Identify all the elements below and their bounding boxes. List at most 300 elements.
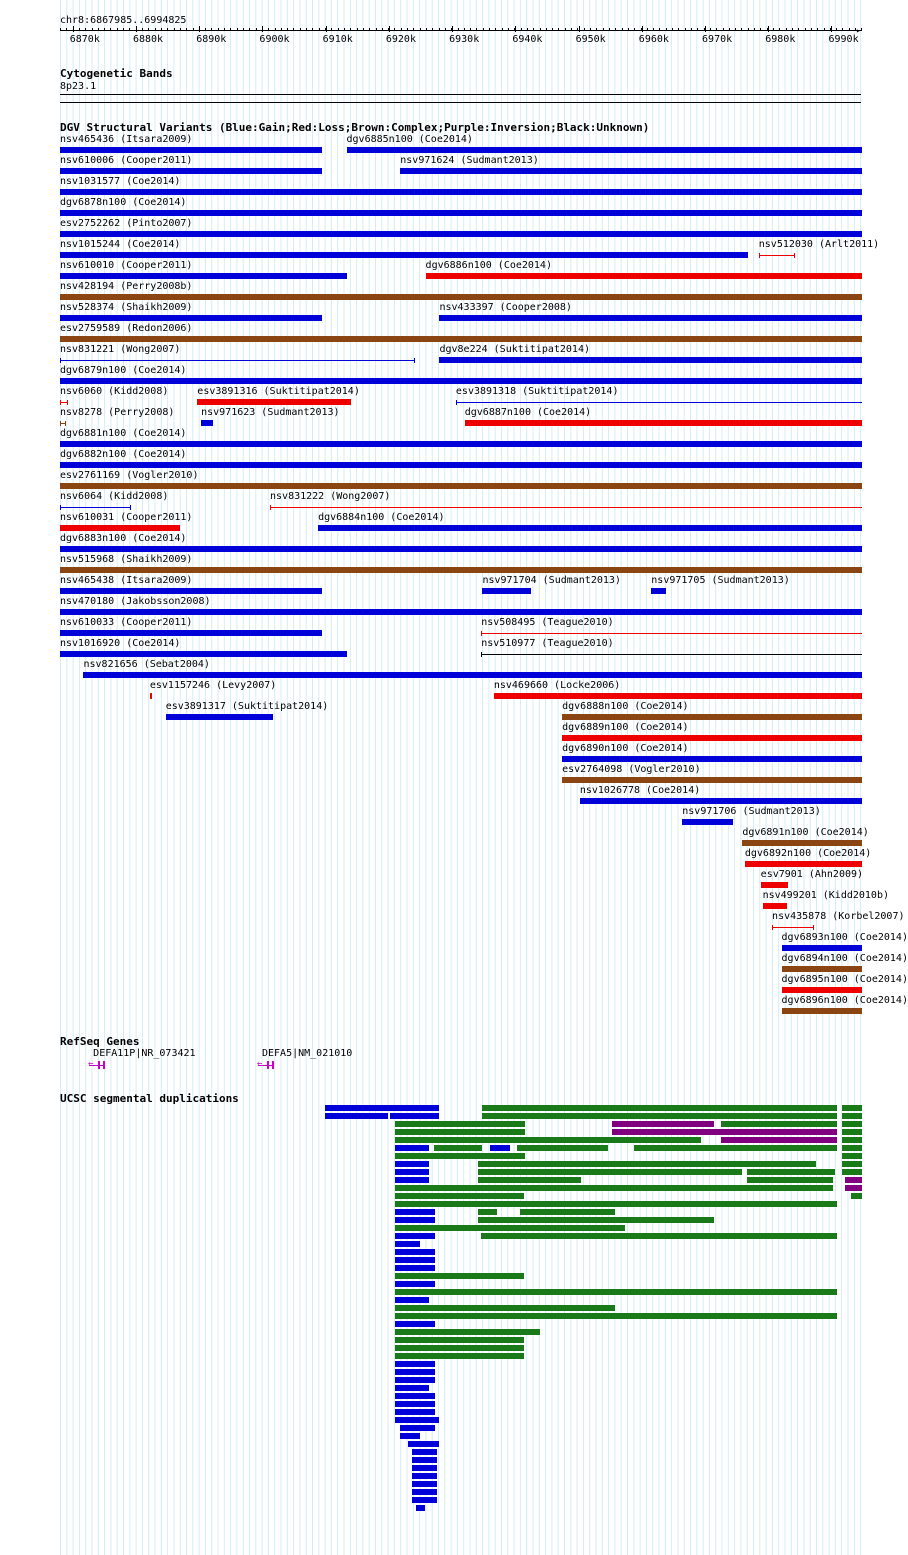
dgv-feature-start-cap <box>456 400 457 405</box>
gene-strand-arrow-icon: ← <box>88 1059 94 1069</box>
segdup-feature-bar <box>395 1353 525 1359</box>
dgv-feature-label: esv1157246 (Levy2007) <box>149 680 277 691</box>
dgv-feature-bar <box>60 168 322 174</box>
dgv-feature-bar <box>60 462 862 468</box>
dgv-feature-label: esv2764098 (Vogler2010) <box>562 764 701 775</box>
dgv-feature-label: dgv6895n100 (Coe2014) <box>781 974 908 985</box>
segdup-feature-bar <box>395 1385 430 1391</box>
dgv-feature-label: nsv508495 (Teague2010) <box>481 617 614 628</box>
dgv-feature-bar <box>482 588 530 594</box>
ruler-minor-tick <box>432 28 433 31</box>
ruler-minor-tick <box>369 28 370 31</box>
segdup-feature-bar <box>395 1289 838 1295</box>
dgv-feature-end-cap <box>67 400 68 405</box>
segdup-feature-bar <box>395 1241 421 1247</box>
segdup-feature-bar <box>842 1105 862 1111</box>
ruler-major-tick <box>73 26 74 32</box>
dgv-feature-bar <box>782 1008 862 1014</box>
dgv-feature-bar <box>682 819 733 825</box>
dgv-feature-label: nsv831221 (Wong2007) <box>60 344 181 355</box>
ruler-major-tick <box>199 26 200 32</box>
segdup-feature-bar <box>478 1217 714 1223</box>
dgv-feature-label: dgv6886n100 (Coe2014) <box>425 260 552 271</box>
ruler-minor-tick <box>792 28 793 31</box>
dgv-feature-label: dgv6891n100 (Coe2014) <box>742 827 869 838</box>
ruler-minor-tick <box>401 28 402 31</box>
segdup-feature-bar <box>395 1265 435 1271</box>
ruler-minor-tick <box>546 28 547 31</box>
dgv-feature-start-cap <box>60 505 61 510</box>
segdup-feature-bar <box>517 1145 608 1151</box>
dgv-feature-bar <box>60 588 322 594</box>
ruler-minor-tick <box>697 28 698 31</box>
segdup-feature-bar <box>490 1145 510 1151</box>
segdup-feature-bar <box>842 1153 862 1159</box>
dgv-feature-start-cap <box>759 253 760 258</box>
ruler-major-tick <box>768 26 769 32</box>
ruler-minor-tick <box>521 28 522 31</box>
ruler-minor-tick <box>552 28 553 31</box>
segdup-feature-bar <box>395 1193 525 1199</box>
dgv-feature-label: nsv6060 (Kidd2008) <box>60 386 169 397</box>
dgv-feature-bar <box>60 147 322 153</box>
ruler-minor-tick <box>110 28 111 31</box>
dgv-feature-bar <box>60 336 862 342</box>
dgv-feature-bar <box>580 798 862 804</box>
dgv-feature-label: dgv6878n100 (Coe2014) <box>60 197 187 208</box>
ruler-minor-tick <box>741 28 742 31</box>
segdup-feature-bar <box>842 1145 862 1151</box>
ruler-minor-tick <box>811 28 812 31</box>
segdup-feature-bar <box>395 1137 702 1143</box>
ruler-minor-tick <box>79 28 80 31</box>
dgv-feature-label: nsv610010 (Cooper2011) <box>60 260 193 271</box>
ruler-minor-tick <box>861 28 862 31</box>
dgv-feature-line <box>772 927 814 928</box>
dgv-feature-start-cap <box>60 400 61 405</box>
ruler-minor-tick <box>186 28 187 31</box>
ruler-minor-tick <box>748 28 749 31</box>
dgv-feature-bar <box>60 525 180 531</box>
segdup-feature-bar <box>412 1449 437 1455</box>
dgv-feature-start-cap <box>270 505 271 510</box>
ruler-minor-tick <box>824 28 825 31</box>
cytoband-border-top <box>60 94 861 95</box>
dgv-feature-end-cap <box>813 925 814 930</box>
ruler-minor-tick <box>805 28 806 31</box>
dgv-feature-label: nsv971623 (Sudmant2013) <box>201 407 340 418</box>
dgv-feature-bar <box>761 882 789 888</box>
ruler-minor-tick <box>338 28 339 31</box>
segdup-feature-bar <box>400 1433 420 1439</box>
dgv-feature-bar <box>60 315 322 321</box>
ruler-minor-tick <box>628 28 629 31</box>
dgv-feature-line <box>759 255 795 256</box>
ruler-minor-tick <box>735 28 736 31</box>
segdup-feature-bar <box>395 1313 838 1319</box>
gene-label: DEFA11P|NR_073421 <box>93 1048 196 1059</box>
dgv-feature-bar <box>562 756 862 762</box>
segdup-feature-bar <box>395 1345 525 1351</box>
segdup-feature-bar <box>395 1129 526 1135</box>
ruler-minor-tick <box>211 28 212 31</box>
dgv-feature-bar <box>400 168 862 174</box>
ruler-minor-tick <box>527 28 528 31</box>
dgv-feature-bar <box>60 609 862 615</box>
ruler-tick-label: 6920k <box>385 34 416 45</box>
ruler-minor-tick <box>849 28 850 31</box>
dgv-track-title: DGV Structural Variants (Blue:Gain;Red:Loss;Brown:Complex;Purple:Inversion;Black:Unknown) <box>60 121 650 134</box>
segdup-feature-bar <box>747 1169 836 1175</box>
dgv-feature-label: esv2752262 (Pinto2007) <box>60 218 193 229</box>
ruler-minor-tick <box>464 28 465 31</box>
ruler-minor-tick <box>275 28 276 31</box>
dgv-feature-label: nsv470180 (Jakobsson2008) <box>60 596 211 607</box>
ruler-minor-tick <box>98 28 99 31</box>
segdup-feature-bar <box>395 1369 435 1375</box>
ruler-minor-tick <box>495 28 496 31</box>
ruler-minor-tick <box>691 28 692 31</box>
ruler-minor-tick <box>558 28 559 31</box>
segdup-feature-bar <box>395 1401 435 1407</box>
ruler-minor-tick <box>174 28 175 31</box>
dgv-feature-bar <box>60 189 862 195</box>
dgv-feature-label: nsv435878 (Korbel2007) <box>772 911 905 922</box>
segdup-feature-bar <box>408 1441 439 1447</box>
dgv-feature-bar <box>60 252 748 258</box>
segdup-feature-bar <box>845 1177 862 1183</box>
dgv-feature-label: dgv6896n100 (Coe2014) <box>781 995 908 1006</box>
ruler-minor-tick <box>779 28 780 31</box>
ruler-tick-label: 6880k <box>132 34 164 45</box>
dgv-feature-start-cap <box>481 652 482 657</box>
ruler-major-tick <box>515 26 516 32</box>
ruler-minor-tick <box>281 28 282 31</box>
segdup-feature-bar <box>395 1361 435 1367</box>
segdup-feature-bar <box>395 1185 834 1191</box>
dgv-feature-bar <box>60 651 347 657</box>
dgv-feature-label: nsv8278 (Perry2008) <box>60 407 175 418</box>
dgv-feature-label: nsv469660 (Locke2006) <box>493 680 621 691</box>
ruler-minor-tick <box>615 28 616 31</box>
dgv-feature-line <box>270 507 862 508</box>
ruler-minor-tick <box>376 28 377 31</box>
segdup-feature-bar <box>434 1145 482 1151</box>
ruler-minor-tick <box>357 28 358 31</box>
ruler-minor-tick <box>407 28 408 31</box>
ruler-minor-tick <box>167 28 168 31</box>
segdup-feature-bar <box>395 1153 526 1159</box>
ruler-minor-tick <box>293 28 294 31</box>
dgv-feature-bar <box>60 273 347 279</box>
ruler-minor-tick <box>312 28 313 31</box>
ruler-major-tick <box>452 26 453 32</box>
ruler-minor-tick <box>413 28 414 31</box>
dgv-feature-bar <box>60 567 862 573</box>
segdup-feature-bar <box>842 1129 862 1135</box>
dgv-feature-label: nsv831222 (Wong2007) <box>270 491 391 502</box>
ruler-minor-tick <box>142 28 143 31</box>
dgv-feature-bar <box>60 546 862 552</box>
ruler-tick-label: 6930k <box>449 34 480 45</box>
dgv-feature-bar <box>465 420 862 426</box>
dgv-feature-label: nsv6064 (Kidd2008) <box>60 491 169 502</box>
ruler-minor-tick <box>256 28 257 31</box>
dgv-feature-label: dgv6892n100 (Coe2014) <box>744 848 872 859</box>
ruler-minor-tick <box>609 28 610 31</box>
dgv-feature-start-cap <box>60 421 61 426</box>
ruler-minor-tick <box>508 28 509 31</box>
ruler-minor-tick <box>60 28 61 31</box>
ruler-minor-tick <box>817 28 818 31</box>
dgv-feature-label: nsv971705 (Sudmant2013) <box>651 575 790 586</box>
dgv-feature-label: dgv6887n100 (Coe2014) <box>464 407 592 418</box>
ruler-tick-label: 6990k <box>828 34 859 45</box>
dgv-feature-label: nsv515968 (Shaikh2009) <box>60 554 193 565</box>
segdup-feature-bar <box>395 1417 440 1423</box>
dgv-feature-end-cap <box>65 421 66 426</box>
segdup-feature-bar <box>395 1321 435 1327</box>
segdup-feature-bar <box>412 1473 437 1479</box>
ruler-minor-tick <box>268 28 269 31</box>
cytoband-label: 8p23.1 <box>60 81 97 92</box>
segdup-feature-bar <box>395 1233 435 1239</box>
cytoband-track-title: Cytogenetic Bands <box>60 67 173 80</box>
ruler-tick-label: 6870k <box>69 34 100 45</box>
dgv-feature-label: dgv6881n100 (Coe2014) <box>60 428 187 439</box>
dgv-feature-bar <box>318 525 862 531</box>
ruler-minor-tick <box>306 28 307 31</box>
ruler-tick-label: 6900k <box>259 34 290 45</box>
ruler-minor-tick <box>205 28 206 31</box>
segdup-feature-bar <box>390 1113 439 1119</box>
ruler-minor-tick <box>439 28 440 31</box>
segdup-feature-bar <box>747 1177 834 1183</box>
ruler-minor-tick <box>180 28 181 31</box>
dgv-feature-bar <box>60 441 862 447</box>
ruler-minor-tick <box>678 28 679 31</box>
ruler-minor-tick <box>350 28 351 31</box>
segdup-feature-bar <box>400 1425 435 1431</box>
ruler-minor-tick <box>533 28 534 31</box>
segdup-feature-bar <box>478 1169 742 1175</box>
ruler-minor-tick <box>685 28 686 31</box>
ruler-minor-tick <box>647 28 648 31</box>
ruler-minor-tick <box>287 28 288 31</box>
ruler-minor-tick <box>148 28 149 31</box>
dgv-feature-bar <box>782 966 862 972</box>
dgv-feature-bar <box>201 420 213 426</box>
ruler-minor-tick <box>117 28 118 31</box>
ruler-minor-tick <box>243 28 244 31</box>
dgv-feature-label: nsv465436 (Itsara2009) <box>60 134 193 145</box>
segdup-feature-bar <box>612 1129 837 1135</box>
dgv-feature-bar <box>742 840 862 846</box>
segdup-feature-bar <box>412 1481 437 1487</box>
ruler-minor-tick <box>716 28 717 31</box>
dgv-feature-label: nsv610033 (Cooper2011) <box>60 617 193 628</box>
dgv-feature-bar <box>347 147 862 153</box>
dgv-feature-label: nsv610031 (Cooper2011) <box>60 512 193 523</box>
dgv-feature-label: esv2759589 (Redon2006) <box>60 323 193 334</box>
dgv-feature-bar <box>562 735 862 741</box>
ruler-minor-tick <box>659 28 660 31</box>
ruler-minor-tick <box>230 28 231 31</box>
segdup-feature-bar <box>842 1161 862 1167</box>
segdup-feature-bar <box>416 1505 425 1511</box>
segdup-feature-bar <box>412 1465 437 1471</box>
dgv-feature-label: nsv465438 (Itsara2009) <box>60 575 193 586</box>
segdup-feature-bar <box>325 1113 388 1119</box>
dgv-feature-bar <box>494 693 862 699</box>
gene-strand-arrow-icon: ← <box>257 1059 263 1069</box>
dgv-feature-bar <box>782 987 862 993</box>
dgv-feature-end-cap <box>414 358 415 363</box>
ruler-minor-tick <box>571 28 572 31</box>
dgv-feature-bar <box>651 588 666 594</box>
dgv-feature-bar <box>150 693 153 699</box>
segdup-feature-bar <box>412 1457 437 1463</box>
dgv-feature-label: nsv433397 (Cooper2008) <box>439 302 572 313</box>
dgv-feature-label: nsv971704 (Sudmant2013) <box>482 575 621 586</box>
ruler-minor-tick <box>300 28 301 31</box>
dgv-feature-bar <box>562 714 862 720</box>
dgv-feature-bar <box>197 399 351 405</box>
ruler-minor-tick <box>382 28 383 31</box>
ruler-minor-tick <box>603 28 604 31</box>
ruler-minor-tick <box>193 28 194 31</box>
dgv-feature-label: dgv6890n100 (Coe2014) <box>562 743 689 754</box>
dgv-feature-label: nsv1026778 (Coe2014) <box>579 785 701 796</box>
dgv-feature-label: dgv6883n100 (Coe2014) <box>60 533 187 544</box>
dgv-feature-start-cap <box>481 631 482 636</box>
dgv-feature-label: dgv8e224 (Suktitipat2014) <box>439 344 590 355</box>
segdup-feature-bar <box>325 1105 439 1111</box>
gene-exon <box>98 1061 100 1069</box>
dgv-feature-label: nsv971706 (Sudmant2013) <box>682 806 821 817</box>
dgv-feature-label: dgv6888n100 (Coe2014) <box>562 701 689 712</box>
ruler-minor-tick <box>729 28 730 31</box>
ruler-minor-tick <box>92 28 93 31</box>
ruler-minor-tick <box>489 28 490 31</box>
ruler-minor-tick <box>344 28 345 31</box>
ruler-major-tick <box>326 26 327 32</box>
ruler-minor-tick <box>754 28 755 31</box>
dgv-feature-label: dgv6884n100 (Coe2014) <box>318 512 445 523</box>
ruler-minor-tick <box>584 28 585 31</box>
dgv-feature-label: dgv6879n100 (Coe2014) <box>60 365 187 376</box>
ruler-major-tick <box>579 26 580 32</box>
dgv-feature-label: nsv1031577 (Coe2014) <box>60 176 181 187</box>
dgv-feature-label: esv3891318 (Suktitipat2014) <box>455 386 619 397</box>
dgv-feature-bar <box>562 777 862 783</box>
dgv-feature-bar <box>426 273 862 279</box>
segdup-feature-bar <box>842 1137 862 1143</box>
dgv-feature-label: nsv499201 (Kidd2010b) <box>762 890 889 901</box>
ruler-minor-tick <box>66 28 67 31</box>
segdup-feature-bar <box>612 1121 714 1127</box>
ruler-arrow: ▸ <box>856 26 861 35</box>
ruler-minor-tick <box>773 28 774 31</box>
ruler-major-tick <box>389 26 390 32</box>
dgv-feature-bar <box>60 231 862 237</box>
segdup-feature-bar <box>395 1201 838 1207</box>
segdup-feature-bar <box>395 1337 525 1343</box>
segdup-feature-bar <box>395 1409 435 1415</box>
ruler-minor-tick <box>224 28 225 31</box>
dgv-feature-line <box>60 507 131 508</box>
ruler-minor-tick <box>723 28 724 31</box>
dgv-feature-bar <box>745 861 862 867</box>
ruler-minor-tick <box>540 28 541 31</box>
segdup-feature-bar <box>482 1105 837 1111</box>
ruler-tick-label: 6980k <box>765 34 796 45</box>
ruler-minor-tick <box>565 28 566 31</box>
ruler-minor-tick <box>458 28 459 31</box>
dgv-feature-line <box>456 402 862 403</box>
segdup-feature-bar <box>412 1489 437 1495</box>
ruler-major-tick <box>705 26 706 32</box>
segdup-feature-bar <box>395 1273 525 1279</box>
segdup-feature-bar <box>395 1305 616 1311</box>
ruler-tick-label: 6950k <box>575 34 606 45</box>
ruler-major-tick <box>642 26 643 32</box>
ruler-minor-tick <box>104 28 105 31</box>
ruler-minor-tick <box>476 28 477 31</box>
dgv-feature-bar <box>763 903 787 909</box>
ruler-minor-tick <box>426 28 427 31</box>
dgv-feature-label: dgv6885n100 (Coe2014) <box>346 134 473 145</box>
segdup-feature-bar <box>395 1249 435 1255</box>
dgv-feature-label: nsv512030 (Arlt2011) <box>758 239 880 250</box>
ruler-minor-tick <box>123 28 124 31</box>
dgv-feature-bar <box>60 378 862 384</box>
segdup-feature-bar <box>395 1121 526 1127</box>
segdup-feature-bar <box>395 1161 430 1167</box>
dgv-feature-line <box>60 360 415 361</box>
dgv-feature-label: dgv6894n100 (Coe2014) <box>781 953 908 964</box>
segdup-feature-bar <box>842 1121 862 1127</box>
ruler-minor-tick <box>85 28 86 31</box>
dgv-feature-label: nsv428194 (Perry2008b) <box>60 281 193 292</box>
ruler-major-tick <box>831 26 832 32</box>
dgv-feature-bar <box>439 357 862 363</box>
dgv-feature-end-cap <box>130 505 131 510</box>
ruler-minor-tick <box>445 28 446 31</box>
ruler-minor-tick <box>470 28 471 31</box>
ruler-minor-tick <box>760 28 761 31</box>
refseq-track-title: RefSeq Genes <box>60 1035 140 1048</box>
position-label: chr8:6867985..6994825 <box>60 15 187 26</box>
cytoband-border-bottom <box>60 102 861 103</box>
ruler-minor-tick <box>420 28 421 31</box>
dgv-feature-label: nsv821656 (Sebat2004) <box>83 659 210 670</box>
ruler-minor-tick <box>161 28 162 31</box>
gene-exon <box>267 1061 269 1069</box>
ruler-minor-tick <box>249 28 250 31</box>
dgv-feature-label: esv7901 (Ahn2009) <box>760 869 864 880</box>
segdup-feature-bar <box>395 1177 430 1183</box>
dgv-feature-label: nsv1016920 (Coe2014) <box>60 638 181 649</box>
dgv-feature-bar <box>782 945 862 951</box>
ruler-major-tick <box>136 26 137 32</box>
dgv-feature-bar <box>60 483 862 489</box>
segdup-feature-bar <box>851 1193 862 1199</box>
ruler-minor-tick <box>483 28 484 31</box>
dgv-feature-line <box>481 654 862 655</box>
segdup-feature-bar <box>395 1297 430 1303</box>
dgv-feature-bar <box>439 315 862 321</box>
